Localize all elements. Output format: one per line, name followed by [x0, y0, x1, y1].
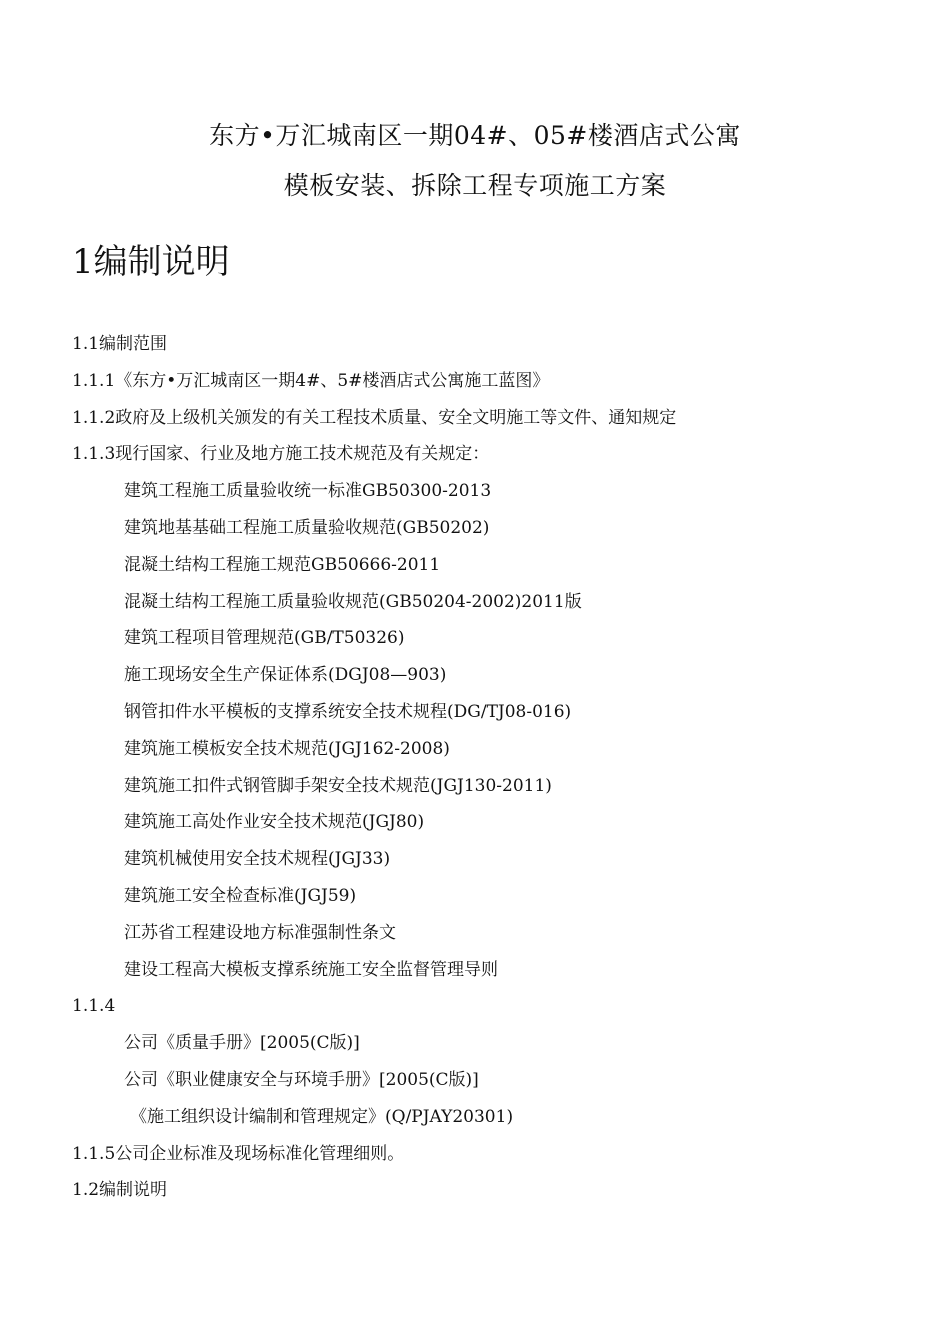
- standard-list-item: 建筑施工模板安全技术规范(JGJ162-2008): [124, 738, 450, 759]
- standard-list-item: 施工现场安全生产保证体系(DGJ08—903): [124, 665, 447, 686]
- standard-list-item: 建筑工程施工质量验收统一标准GB50300-2013: [124, 481, 492, 502]
- subsection-heading-1-2: 1.2编制说明: [72, 1180, 168, 1201]
- standard-list-item: 江苏省工程建设地方标准强制性条文: [124, 922, 396, 943]
- standard-list-item: 钢管扣件水平模板的支撑系统安全技术规程(DG/TJ08-016): [124, 701, 572, 722]
- standard-list-item: 建设工程高大模板支撑系统施工安全监督管理导则: [124, 959, 498, 980]
- item-1-1-2: 1.1.2政府及上级机关颁发的有关工程技术质量、安全文明施工等文件、通知规定: [72, 407, 677, 428]
- standard-list-item: 混凝土结构工程施工规范GB50666-2011: [124, 554, 441, 575]
- standard-list-item: 建筑施工扣件式钢管脚手架安全技术规范(JGJ130-2011): [124, 775, 552, 796]
- standard-list-item: 混凝土结构工程施工质量验收规范(GB50204-2002)2011版: [124, 591, 582, 612]
- item-1-1-5: 1.1.5公司企业标准及现场标准化管理细则。: [72, 1143, 405, 1164]
- document-title-line-2: 模板安装、拆除工程专项施工方案: [283, 171, 667, 200]
- item-1-1-1: 1.1.1《东方•万汇城南区一期4#、5#楼酒店式公寓施工蓝图》: [72, 370, 550, 391]
- item-1-1-4: 1.1.4: [72, 996, 116, 1017]
- document-title-line-1: 东方•万汇城南区一期04#、05#楼酒店式公寓: [209, 121, 741, 150]
- document-body: [72, 331, 932, 1214]
- subsection-heading-1-1: 1.1编制范围: [72, 334, 168, 354]
- standard-list-item: 建筑地基基础工程施工质量验收规范(GB50202): [124, 517, 490, 538]
- company-document-item: 公司《质量手册》[2005(C版)]: [124, 1033, 360, 1054]
- company-document-item: 公司《职业健康安全与环境手册》[2005(C版)]: [124, 1069, 479, 1090]
- standard-list-item: 建筑工程项目管理规范(GB/T50326): [124, 628, 405, 649]
- standard-list-item: 建筑施工高处作业安全技术规范(JGJ80): [124, 812, 425, 833]
- company-document-item: 《施工组织设计编制和管理规定》(Q/PJAY20301): [130, 1106, 514, 1127]
- section-heading: 1编制说明: [72, 242, 230, 282]
- standard-list-item: 建筑机械使用安全技术规程(JGJ33): [124, 849, 391, 870]
- item-1-1-3: 1.1.3现行国家、行业及地方施工技术规范及有关规定：: [72, 444, 490, 465]
- standard-list-item: 建筑施工安全检查标准(JGJ59): [124, 885, 357, 906]
